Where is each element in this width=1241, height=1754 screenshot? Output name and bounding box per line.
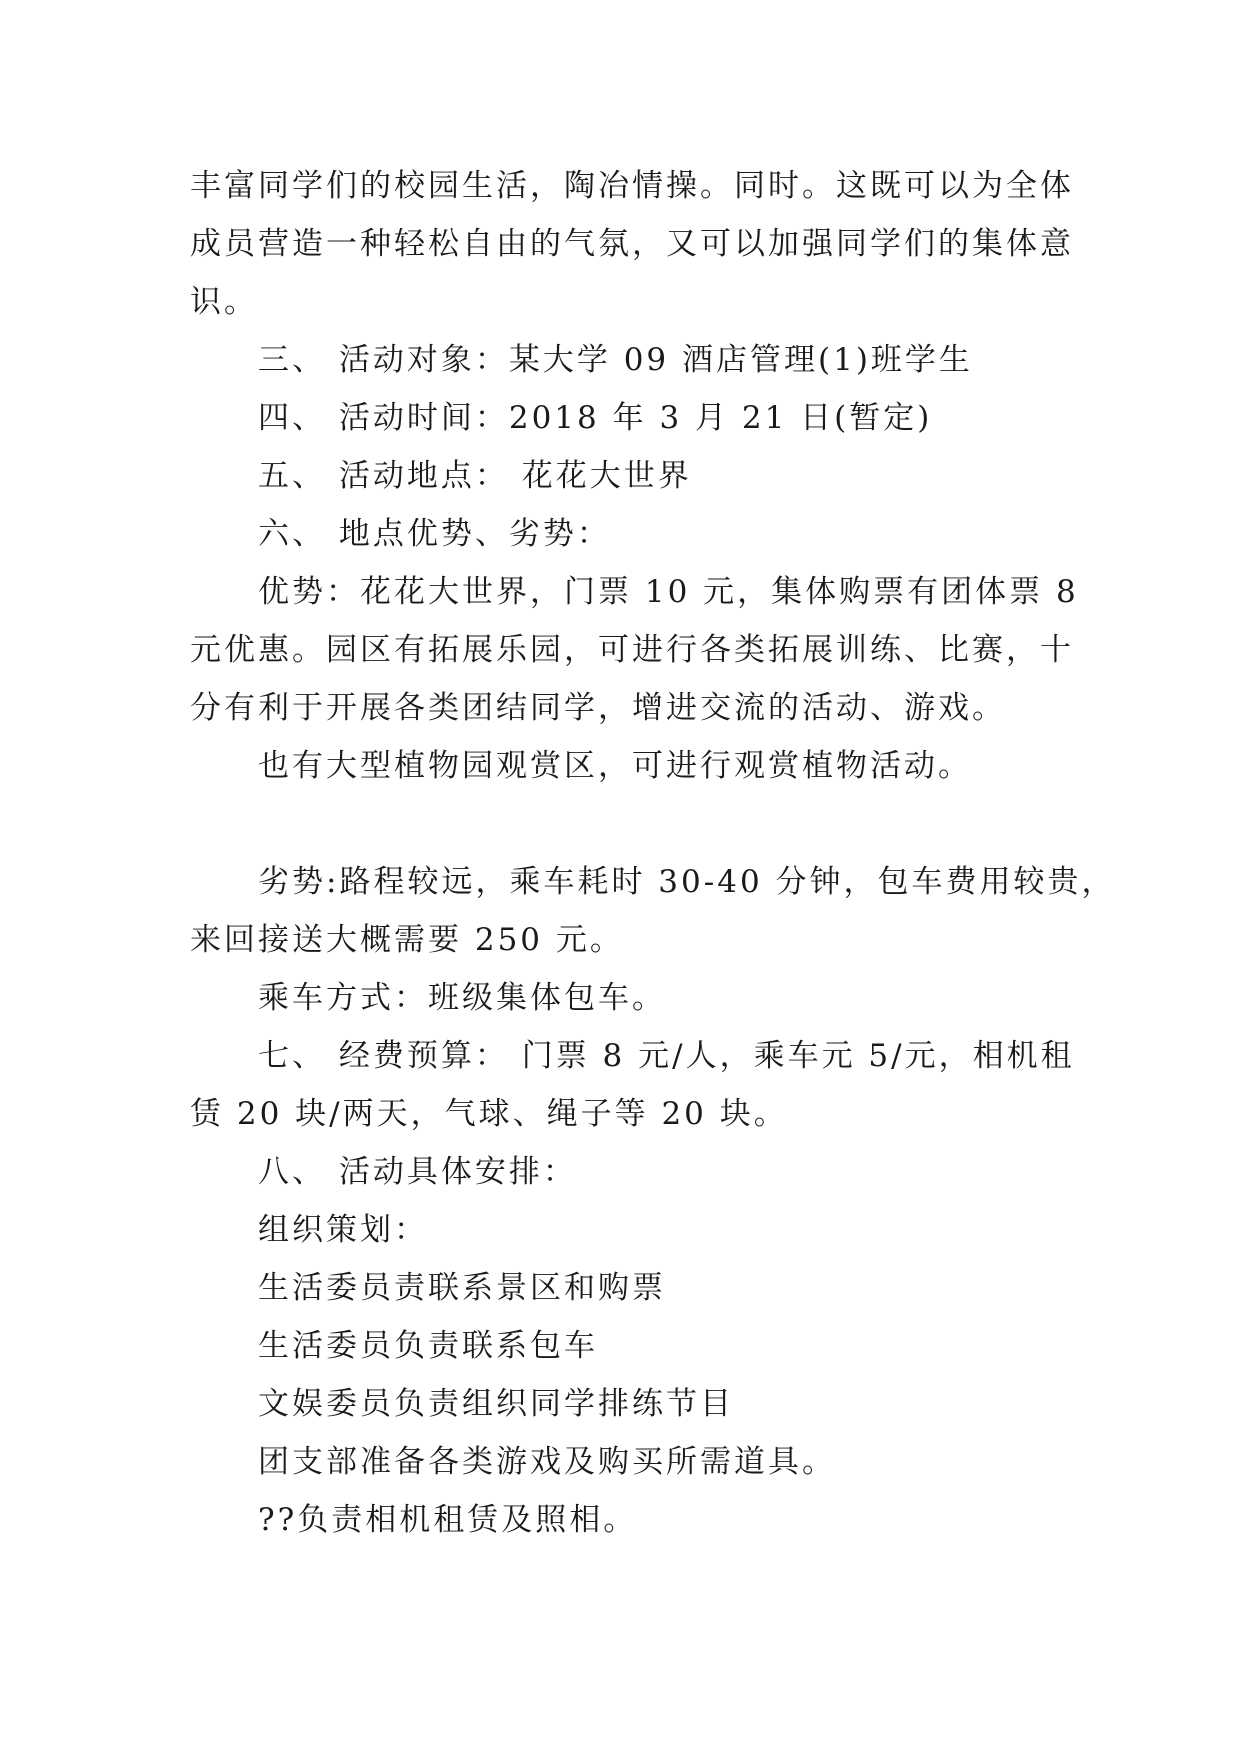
task-item-1: 生活委员责联系景区和购票 [258,1270,666,1306]
section-five-location: 五、 活动地点： 花花大世界 [258,458,692,494]
section-six-heading: 六、 地点优势、劣势： [258,516,611,552]
advantages-line-1: 优势：花花大世界，门票 10 元，集体购票有团体票 8 [258,574,1079,610]
paragraph-line-2: 成员营造一种轻松自由的气氛，又可以加强同学们的集体意 [190,226,1074,262]
advantages-line-4: 也有大型植物园观赏区，可进行观赏植物活动。 [258,748,972,784]
paragraph-line-3: 识。 [190,284,258,320]
section-three-target: 三、 活动对象：某大学 09 酒店管理(1)班学生 [258,342,973,378]
section-four-time: 四、 活动时间：2018 年 3 月 21 日(暂定) [258,400,933,436]
task-item-3: 文娱委员负责组织同学排练节目 [258,1386,734,1422]
advantages-line-2: 元优惠。园区有拓展乐园，可进行各类拓展训练、比赛，十 [190,632,1074,668]
task-item-5: ??负责相机租赁及照相。 [258,1502,638,1538]
section-seven-budget-1: 七、 经费预算： 门票 8 元/人，乘车元 5/元，相机租 [258,1038,1075,1074]
paragraph-line-1: 丰富同学们的校园生活，陶冶情操。同时。这既可以为全体 [190,168,1074,204]
task-item-4: 团支部准备各类游戏及购买所需道具。 [258,1444,836,1480]
organization-heading: 组织策划： [258,1212,428,1248]
disadvantages-line-2: 来回接送大概需要 250 元。 [190,922,624,958]
section-eight-heading: 八、 活动具体安排： [258,1154,577,1190]
advantages-line-3: 分有利于开展各类团结同学，增进交流的活动、游戏。 [190,690,1006,726]
task-item-2: 生活委员负责联系包车 [258,1328,598,1364]
disadvantages-line-1: 劣势:路程较远，乘车耗时 30-40 分钟，包车费用较贵， [258,864,1116,900]
section-seven-budget-2: 赁 20 块/两天，气球、绳子等 20 块。 [190,1096,788,1132]
transport-line: 乘车方式：班级集体包车。 [258,980,666,1016]
